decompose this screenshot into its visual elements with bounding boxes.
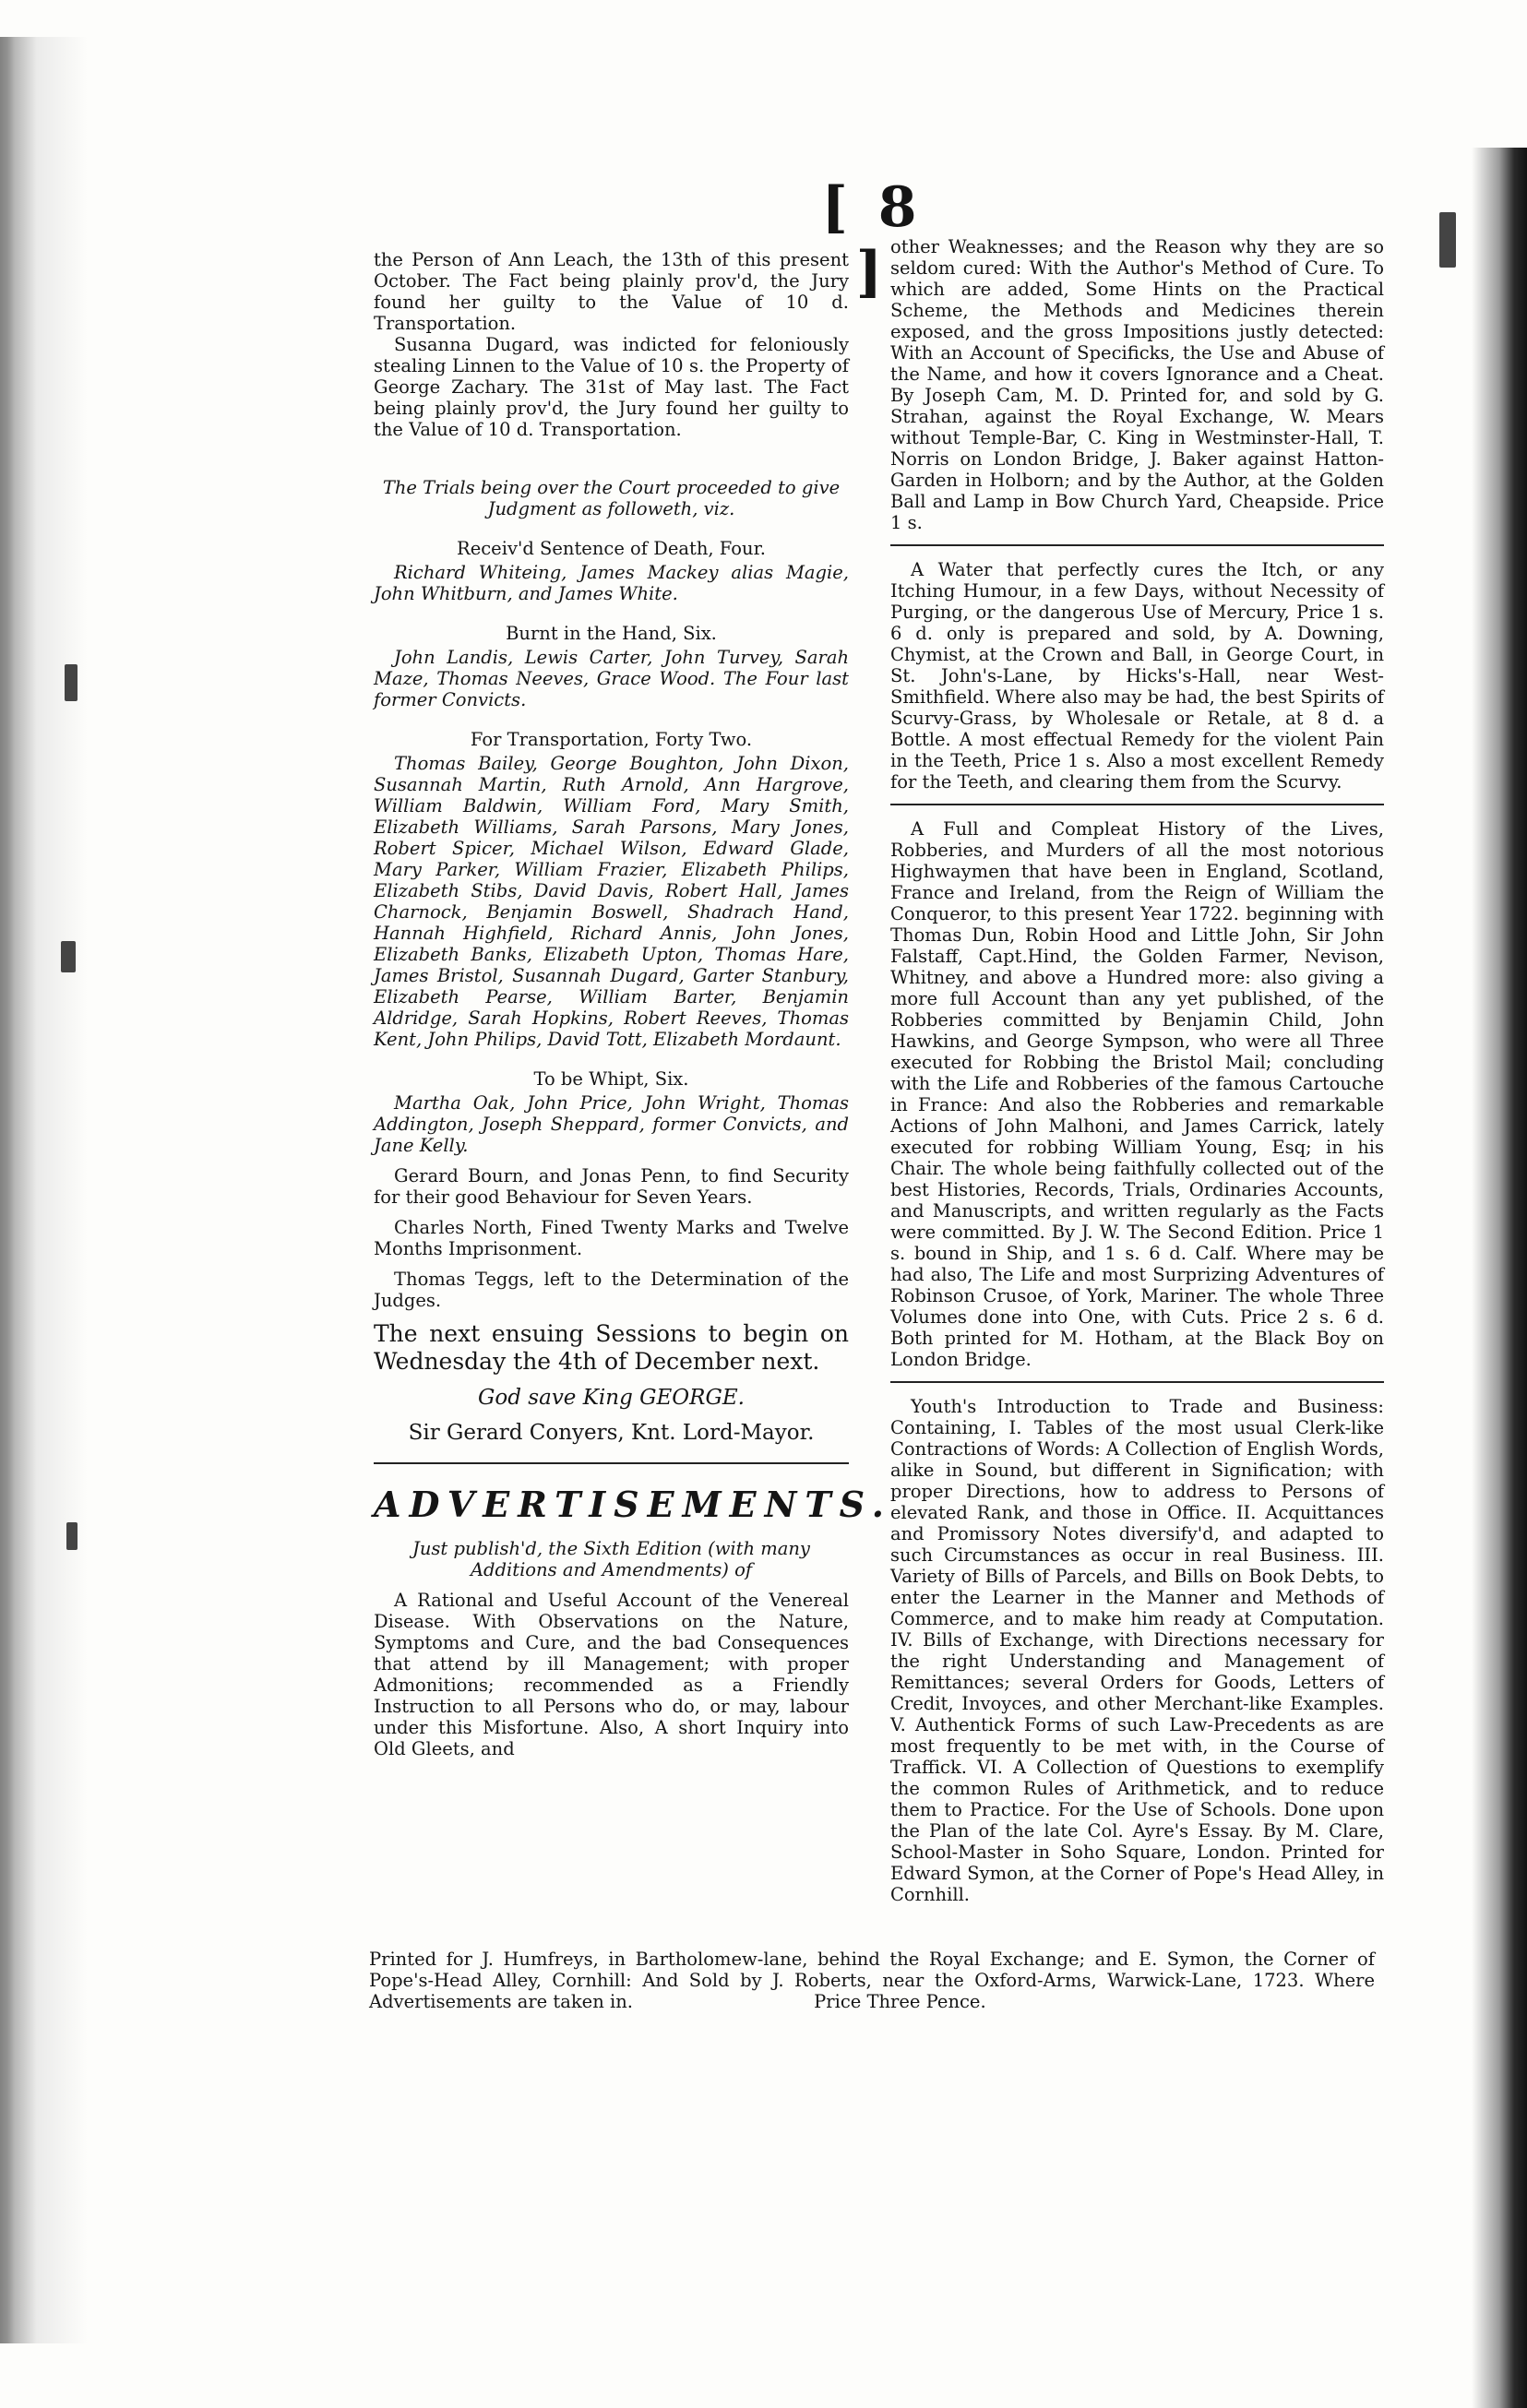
right-column (890, 236, 1384, 1905)
advert-body: A Water that perfectly cures the Itch, or any Itching Humour, in a few Days, without Necessity of Purging, or the dangerous Use of Mercury, Price 1 s. 6 d. only is prepared and sold, by A. Downing, Chymist, at the Crown and Ball, in George Court, in St. John's-Lane, by Hicks's-Hall, near West-Smithfield. Where also may be had, the best Spirits of Scurvy-Grass, by Wholesale or Retale, at 8 d. a Bottle. A most effectual Remedy for the violent Pain in the Teeth, Price 1 s. Also a most excellent Remedy for the Teeth, and clearing them from the Scurvy. (890, 559, 1384, 793)
scan-shadow-right (1472, 148, 1527, 2408)
advert-body: Youth's Introduction to Trade and Business: Containing, I. Tables of the most usual Clerk-like Contractions of Words: A Collection of English Words, alike in Sound, but different in Signification; with proper Directions, how to address to Persons of elevated Rank, and those in Office. II. Acquittances and Promissory Notes diversify'd, and adapted to such Circumstances as occur in real Business. III. Variety of Bills of Parcels, and Bills on Book Debts, to enter the Learner in the Manner and Methods of Commerce, and to make him ready at Computation. IV. Bills of Exchange, with Directions necessary for the right Understanding and Management of Remittances; several Orders for Goods, Letters of Credit, Invoyces, and other Merchant-like Examples. V. Authentick Forms of such Law-Precedents as are most frequently to be met with, in the Course of Traffick. VI. A Collection of Questions to exemplify the common Rules of Arithmetick, and to reduce them to Practice. For the Use of Schools. Done upon the Plan of the late Col. Ayre's Essay. By M. Clare, School-Master in Soho Square, London. Printed for Edward Symon, at the Corner of Pope's Head Alley, in Cornhill. (890, 1396, 1384, 1905)
next-sessions-notice: The next ensuing Sessions to begin on Wednesday the 4th of December next. (374, 1320, 849, 1375)
advert-intro: Just publish'd, the Sixth Edition (with many Additions and Amendments) of (412, 1538, 810, 1580)
advert-continuation: other Weaknesses; and the Reason why they are so seldom cured: With the Author's Method of Cure. To which are added, Some Hints on the Practical Scheme, the Methods and Medicines therein exposed, and the gross Impositions justly detected: With an Account of Specificks, the Use and Abuse of the Name, and how it covers Ignorance and a Cheat. By Joseph Cam, M. D. Printed for, and sold by G. Strahan, against the Royal Exchange, W. Mears without Temple-Bar, C. King in Westminster-Hall, T. Norris on London Bridge, J. Baker against Hatton-Garden in Holborn; and by the Author, at the Golden Ball and Lamp in Bow Church Yard, Cheapside. Price 1 s. (890, 236, 1384, 533)
advertisements-heading: ADVERTISEMENTS. (374, 1484, 892, 1525)
divider-rule (890, 544, 1384, 546)
imprint-text: Printed for J. Humfreys, in Bartholomew-lane, behind the Royal Exchange; and E. Symon, the Corner of Pope's-Head Alley, Cornhill: And Sold by J. Roberts, near the Oxford-Arms, Warwick-Lane, 1723. Where Advertisements are taken in. (369, 1949, 1375, 2012)
left-column (374, 249, 892, 1759)
sentence-paragraph: Charles North, Fined Twenty Marks and Twelve Months Imprisonment. (374, 1217, 849, 1259)
price-text: Price Three Pence. (814, 1991, 986, 2012)
sentence-title: To be Whipt, Six. (533, 1068, 689, 1090)
page-number: [ 8 ] (821, 175, 923, 304)
sentence-names: Thomas Bailey, George Boughton, John Dixon, Susannah Martin, Ruth Arnold, Ann Hargrove, William Baldwin, William Ford, Mary Smith, Elizabeth Williams, Sarah Parsons, Mary Jones, Robert Spicer, Michael Wilson, Edward Glade, Mary Parker, William Frazier, Elizabeth Philips, Elizabeth Stibs, David Davis, Robert Hall, James Charnock, Benjamin Boswell, Shadrach Hand, Hannah Highfield, Richard Annis, John Jones, Elizabeth Banks, Elizabeth Upton, Thomas Hare, James Bristol, Susannah Dugard, Garter Stanbury, Elizabeth Pearse, William Barter, Benjamin Aldridge, Sarah Hopkins, Robert Reeves, Thomas Kent, John Philips, David Tott, Elizabeth Mordaunt. (374, 753, 849, 1050)
judgment-heading: The Trials being over the Court proceeded to give Judgment as followeth, viz. (382, 477, 841, 519)
sentence-paragraph: Gerard Bourn, and Jonas Penn, to find Security for their good Behaviour for Seven Years. (374, 1165, 849, 1208)
sentence-title: Burnt in the Hand, Six. (506, 623, 717, 644)
god-save-king: God save King GEORGE. (478, 1386, 745, 1410)
sentence-names: Martha Oak, John Price, John Wright, Thomas Addington, Joseph Sheppard, former Convicts, and Jane Kelly. (374, 1092, 849, 1156)
divider-rule (890, 804, 1384, 805)
divider-rule (890, 1381, 1384, 1383)
advert-body: A Rational and Useful Account of the Venereal Disease. With Observations on the Nature, Symptoms and Cure, and the bad Consequences that attend by ill Management; with proper Admonitions; recommended as a Friendly Instruction to all Persons who do, or may, labour under this Misfortune. Also, A short Inquiry into Old Gleets, and (374, 1590, 849, 1759)
trial-paragraph: Susanna Dugard, was indicted for feloniously stealing Linnen to the Value of 10 s. the Property of George Zachary. The 31st of May last. The Fact being plainly prov'd, the Jury found her guilty to the Value of 10 d. Transportation. (374, 334, 849, 440)
imprint-footer (369, 1949, 1375, 2012)
scan-speck (61, 941, 76, 972)
trial-paragraph: the Person of Ann Leach, the 13th of this present October. The Fact being plainly prov'd, the Jury found her guilty to the Value of 10 d. Transportation. (374, 249, 849, 334)
sentence-names: John Landis, Lewis Carter, John Turvey, Sarah Maze, Thomas Neeves, Grace Wood. The Four last former Convicts. (374, 647, 849, 710)
sentence-names: Richard Whiteing, James Mackey alias Magie, John Whitburn, and James White. (374, 562, 849, 604)
advert-body: A Full and Compleat History of the Lives, Robberies, and Murders of all the most notorious Highwaymen that have been in England, Scotland, France and Ireland, from the Reign of William the Conqueror, to this present Year 1722. beginning with Thomas Dun, Robin Hood and Little John, Sir John Falstaff, Capt.Hind, the Golden Farmer, Nevison, Whitney, and above a Hundred more: also giving a more full Account than any yet published, of the Robberies committed by Benjamin Child, John Hawkins, and George Sympson, who were all Three executed for Robbing the Bristol Mail; concluding with the Life and Robberies of the famous Cartouche in France: And also the Robberies and remarkable Actions of John Malhoni, and James Carrick, lately executed for robbing William Young, Esq; in his Chair. The whole being faithfully collected out of the best Histories, Records, Trials, Ordinaries Accounts, and Manuscripts, and written regularly as the Facts were committed. By J. W. The Second Edition. Price 1 s. bound in Ship, and 1 s. 6 d. Calf. Where may be had also, The Life and most Surprizing Adventures of Robinson Crusoe, of York, Mariner. The whole Three Volumes done into One, with Cuts. Price 2 s. 6 d. Both printed for M. Hotham, at the Black Boy on London Bridge. (890, 818, 1384, 1370)
sentence-paragraph: Thomas Teggs, left to the Determination of the Judges. (374, 1269, 849, 1311)
scan-speck (65, 664, 78, 701)
scan-shadow-left (0, 37, 88, 2343)
scan-speck (66, 1522, 78, 1550)
divider-rule (374, 1462, 849, 1464)
sentence-title: Receiv'd Sentence of Death, Four. (457, 538, 766, 559)
lord-mayor-line: Sir Gerard Conyers, Knt. Lord-Mayor. (408, 1421, 815, 1445)
scan-speck (1439, 212, 1456, 268)
sentence-title: For Transportation, Forty Two. (470, 729, 753, 750)
